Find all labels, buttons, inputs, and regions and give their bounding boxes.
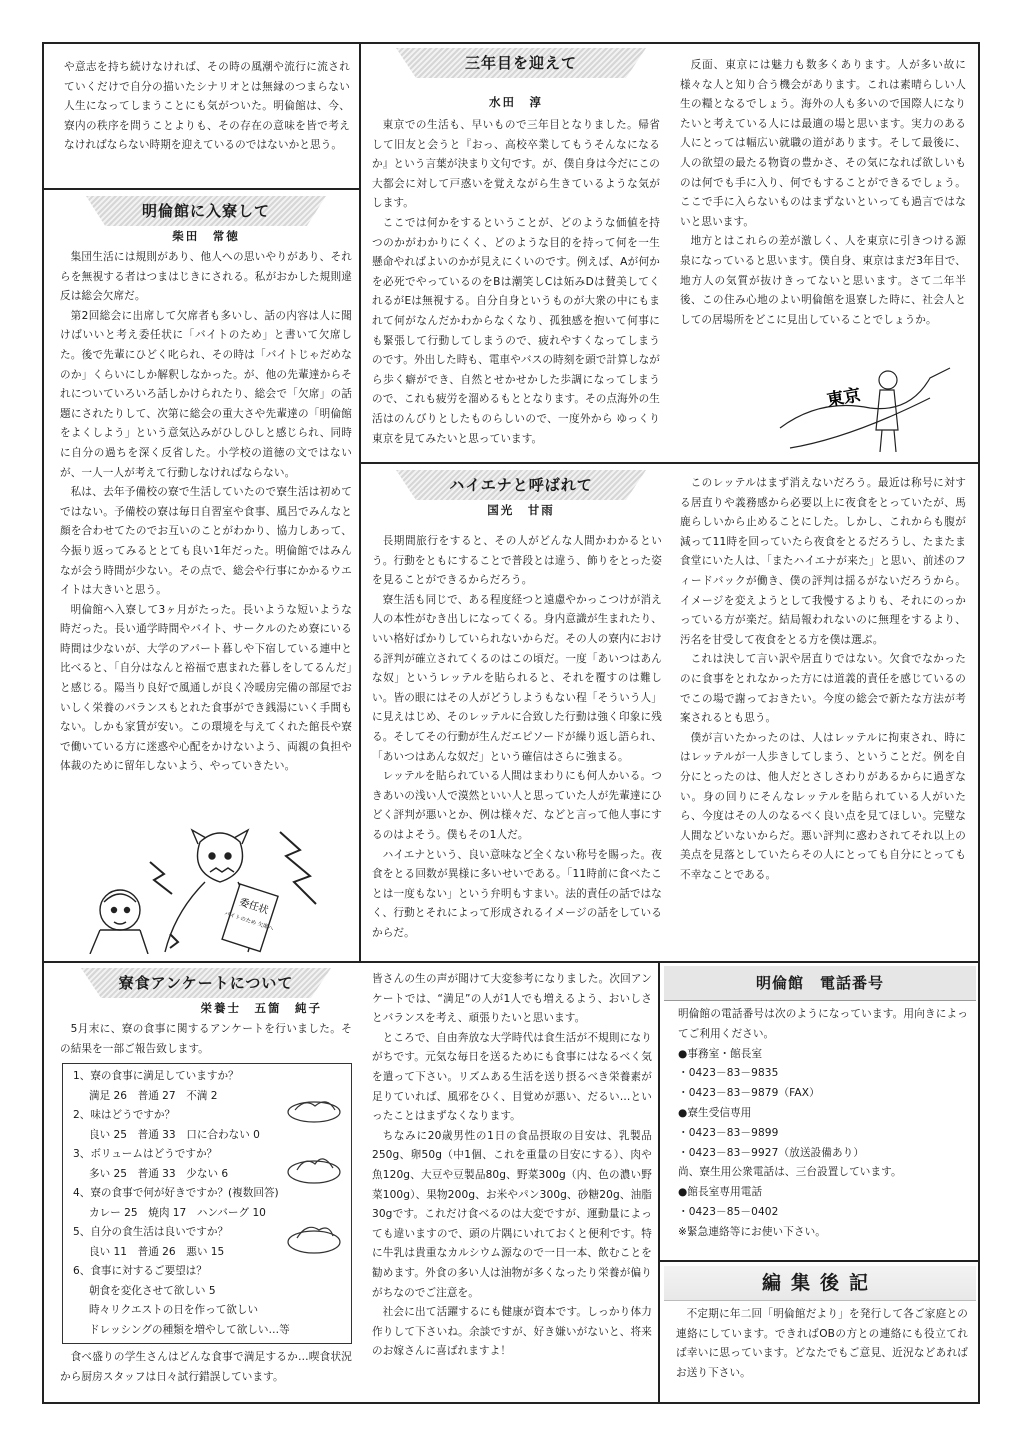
- divider: [359, 42, 361, 189]
- article-title: 三年目を迎えて: [464, 54, 577, 72]
- phone-title: 明倫館 電話番号: [664, 966, 976, 1001]
- survey-answer: 朝食を変化させて欲しい 5: [89, 1284, 216, 1297]
- paragraph: ちなみに20歳男性の1日の食品摂取の目安は、乳製品250g、卵50g（中1個、これを重量の目安にする）、肉や魚120g、大豆や豆製品80g、野菜300g（内、色の濃い野菜100g）、果物200g、お米やパン300g、砂糖20g、油脂30gです。これだけ食べるのは大変ですが、運動量によっても違いますので、頭の片隅にいれておくと便利です。特に牛乳は貴重なカルシウム源なので一日一本、飲むことを勧めます。外食の多い人は油物が多くなったり栄養が偏りがちなのでご注意を。: [372, 1129, 652, 1299]
- paragraph: このレッテルはまず消えないだろう。最近は称号に対する居直りや義務感から必要以上に夜食をとっていたが、馬鹿らしいから止めることにした。しかし、これからも腹が減って11時を回っていたら夜食をとるだろうし、たまたま食堂にいた人は、「またハイエナが来た」と思い、前述のフィードバックが働き、僕の評判は揺るがないだろうから。イメージを変えようとして我慢するよりも、それにのっかっている方が楽だ。結局報われないのに無理をするより、汚名を甘受して夜食をとる方を僕は選ぶ。: [680, 477, 966, 646]
- article-hyena-header: [366, 470, 676, 530]
- article-author: 水田 淳: [489, 95, 543, 109]
- phone-note: ※緊急連絡等にお使い下さい。: [678, 1225, 826, 1238]
- survey-answer: ドレッシングの種類を増やして欲しい…等: [89, 1323, 290, 1336]
- article-title: ハイエナと呼ばれて: [449, 476, 593, 494]
- editorial-text: 不定期に年二回「明倫館だより」を発行して各ご家庭との連絡にしています。できればOBの方との連絡にも役立てれば幸いに思っています。どなたでもご意見、近況などあればお送り下さい。: [676, 1308, 968, 1379]
- survey-answer: 満足 26 普通 27 不満 2: [89, 1089, 218, 1102]
- phone-group-heading: ●事務室・館長室: [678, 1047, 763, 1060]
- phone-number: ・0423－83－9927（放送設備あり）: [678, 1146, 865, 1159]
- article-author: 柴田 常徳: [172, 229, 240, 243]
- cartoon-sign-text: 委任状: [237, 896, 270, 917]
- survey-box: [62, 1063, 352, 1344]
- article-author: 国光 甘雨: [487, 503, 555, 517]
- survey-question: 3、ボリュームはどうですか？: [73, 1148, 218, 1161]
- article-sannenme-col1: [372, 116, 660, 458]
- paragraph: 地方とはこれらの差が激しく、人を東京に引きつける源泉になっていると思います。僕自身、東京はまだ3年目で、地方人の気質が抜けきってないと思います。さて二年半後、この住み心地のよい明倫館を退寮した時に、社会人としての居場所をどこに見出していることでしょうか。: [680, 235, 966, 326]
- paragraph: ところで、自由奔放な大学時代は食生活が不規則になりがちです。元気な毎日を送るためにも食事にはなるべく気を遣って下さい。リズムある生活を送り摂るべき栄養素が足りていれば、風邪をひく、目覚めが悪い、だるい…といったことはまずなくなります。: [372, 1031, 652, 1123]
- survey-question: 6、食事に対するご要望は？: [73, 1265, 207, 1278]
- phone-number: ・0423－83－9899: [678, 1126, 779, 1139]
- tokyo-label: 東京: [825, 385, 863, 411]
- paragraph: 食べ盛りの学生さんはどんな食事で満足するか…喫食状況から厨房スタッフは日々試行錯誤しています。: [60, 1351, 352, 1383]
- divider: [658, 961, 660, 1404]
- divider: [359, 462, 980, 464]
- paragraph: ハイエナという、良い意味など全くない称号を賜った。夜食をとる回数が異様に多いせいである。「11時前に食べたことは一度もない」という弁明もすまい。法的責任の話ではなく、行動とそれによって形成されるイメージの話をしているからだ。: [372, 848, 662, 939]
- cartoon-illustration: [70, 822, 340, 954]
- paragraph: 明倫館へ入寮して3ヶ月がたった。長いような短いような時だった。長い通学時間やバイト、サークルのため寮にいる時間は少ないが、大学のアパート暮しや下宿している連中と比べると、「自分はなんと裕福で恵まれた暮しをしてるんだ」と感じる。陽当り良好で風通しが良く冷暖房完備の部屋でおいしく栄養のバランスもとれた食事ができ銭湯にいく手間もない。しかも家賃が安い。この環境を与えてくれた館長や寮で働いている方に迷惑や心配をかけないよう、両親の負担や体裁のために留年しないよう、やっていきたい。: [60, 603, 352, 773]
- article-survey: [60, 968, 352, 1398]
- article-hyena-col1: [372, 532, 662, 956]
- survey-answer: 多い 25 普通 33 少ない 6: [89, 1167, 229, 1180]
- paragraph: ここでは何かをするということが、どのような価値を持つのかがわかりにくく、どのような目的を持って何を一生懸命やればよいのかが見えにくいのです。例えば、Aが何かを必死でやっているのをBは潮笑しCは妬みDは賛美してくれるがEは無視する。自分自身というものが大衆の中にもまれて何がなんだかわからなくなり、孤独感を抱いて何事にも緊張して行動してしまうので、疲れやすくなってしまうのです。外出した時も、電車やバスの時刻を頭で計算しながら歩く癖ができ、自然とせかせかした歩調になってしまうので、これも疲労を溜めるもととなります。その点海外の生活はのんびりとしたものらしいので、一度外から ゆっくり東京を見てみたいと思っています。: [372, 216, 660, 445]
- survey-answer: 良い 11 普通 26 悪い 15: [89, 1245, 225, 1258]
- phone-intro: 明倫館の電話番号は次のようになっています。用向きによってご利用ください。: [678, 1008, 968, 1040]
- survey-question: 2、味はどうですか？: [73, 1109, 176, 1122]
- paragraph: 寮生活も同じで、ある程度経つと遠慮やかっこつけが消え人の本性がむき出しになってくる。身内意識が生まれたり、いい格好ばかりしていられないからだ。その人の寮内における評判が確立されてくるのはこの頃だ。一度「あいつはあんな奴」というレッテルを貼られると、それを覆すのは難しい。皆の眼にはその人がどうしようもない程「そういう人」に見えはじめ、そのレッテルに合致した行動は強く印象に残る。そしてその行動が生んだエピソードが繰り返し語られ、「あいつはあんな奴だ」という確信はさらに強まる。: [372, 593, 662, 763]
- paragraph: レッテルを貼られている人間はまわりにも何人かいる。つきあいの浅い人で漠然といい人と思っていた人が先輩達にひどく評判が悪いとか、例は様々だ、などと言って他人事にするのはよそう。僕もその1人だ。: [372, 770, 662, 841]
- phone-box: [664, 966, 976, 1256]
- article-survey-col2: [372, 970, 652, 1398]
- article-title: 明倫館に入寮して: [141, 202, 270, 220]
- article-title-banner: [81, 968, 331, 998]
- article-title-banner: [396, 48, 646, 78]
- divider: [658, 1260, 980, 1262]
- intro-end: [64, 58, 350, 183]
- paragraph: 反面、東京には魅力も数多くあります。人が多い故に様々な人と知り合う機会があります。これは素晴らしい人生の糧となるでしょう。海外の人も多いので国際人になりたいと考えている人には最適の場と思います。実力のある人にとっては幅広い就職の道があります。そして最後に、人の欲望の最たる物資の豊かさ、その気になれば欲しいものは何でも手に入り、何でもすることができるでしょう。ここで手に入らないものはまずないといっても過言ではないと思います。: [680, 59, 966, 228]
- phone-number: ・0423－85－0402: [678, 1205, 779, 1218]
- divider: [359, 188, 361, 962]
- survey-question: 5、自分の食生活は良いですか？: [73, 1226, 229, 1239]
- paragraph: これは決して言い訳や居直りではない。欠食でなかったのに食事をとれなかった方には道義的責任を感じているのでこの場で謝っておきたい。今度の総会で新たな方法が考案されるとも思う。: [680, 653, 966, 725]
- article-author: 栄養士 五箇 純子: [200, 1001, 322, 1015]
- survey-question: 1、寮の食事に満足していますか？: [73, 1070, 239, 1083]
- survey-answer: カレー 25 焼肉 17 ハンバーグ 10: [89, 1206, 266, 1219]
- phone-group-heading: ●館長室専用電話: [678, 1186, 763, 1199]
- divider: [42, 961, 980, 963]
- phone-group-heading: ●寮生受信専用: [678, 1106, 752, 1119]
- paragraph: 5月末に、寮の食事に関するアンケートを行いました。その結果を一部ご報告致します。: [60, 1023, 352, 1055]
- food-illustrations: [285, 1082, 343, 1262]
- editorial-title: 編集後記: [664, 1266, 976, 1301]
- tokyo-illustration: [770, 358, 970, 458]
- survey-answer: 時々リクエストの日を作って欲しい: [89, 1304, 259, 1317]
- paragraph: 社会に出て活躍するにも健康が資本です。しっかり体力作りして下さいね。余談ですが、好き嫌いがないと、将来のお嫁さんに喜ばれますよ！: [372, 1306, 652, 1358]
- article-title-banner: [86, 196, 326, 226]
- paragraph: 僕が言いたかったのは、人はレッテルに拘束され、時にはレッテルが一人歩きしてしまう、ということだ。例を自分にとったのは、他人だとさしさわりがあるからに過ぎない。身の回りにそんなレッテルを貼られている人がいたら、今度はその人のなるべく良い点を見てほしい。完璧な人間などいないからだ。悪い評判に惑わされてそれ以上の美点を見落としていたらその人にとっても自分にとっても不幸なことである。: [680, 731, 966, 881]
- phone-number: ・0423－83－9835: [678, 1067, 779, 1080]
- intro-end-paragraph: や意志を持ち続けなければ、その時の風潮や流行に流されていくだけで自分の描いたシナリオとは無縁のつまらない人生になってしまうことにも気がついた。明倫館は、今、寮内の秩序を問うことよりも、その存在の意味を皆で考えなければならない時期を迎えているのではないかと思う。: [64, 61, 350, 152]
- cartoon-sign-subtext: バイトのため 欠席へ: [223, 910, 275, 933]
- paragraph: 皆さんの生の声が聞けて大変参考になりました。次回アンケートでは、“満足”の人が1人でも増えるよう、おいしさとバランスを考え、頑張りたいと思います。: [372, 973, 652, 1025]
- survey-question: 4、寮の食事で何が好きですか？(複数回答): [73, 1187, 279, 1200]
- article-author-box: [366, 94, 666, 114]
- paragraph: 私は、去年予備校の寮で生活していたので寮生活は初めてではない。予備校の寮は毎日自習室や食事、風呂でみんなと顔を合わせてたのでお互いのことがわかり、協力しあって、今振り返ってみるととても良い1年だった。明倫館ではみんなが会う時間が少ない。その点で、総会や行事にかかるウエイトは大きいと思う。: [60, 486, 352, 597]
- article-sannenme-col2: [680, 56, 966, 388]
- paragraph: 集団生活には規則があり、他人への思いやりがあり、それらを無視する者はつまはじきにされる。私がおかした規則違反は総会欠席だ。: [60, 251, 352, 303]
- article-title-banner: [396, 470, 646, 500]
- paragraph: 長期間旅行をすると、その人がどんな人間かわかるという。行動をともにすることで普段とは違う、飾りをとった姿を見ることができるからだろう。: [372, 535, 662, 587]
- article-title: 寮食アンケートについて: [118, 974, 294, 992]
- paragraph: 東京での生活も、早いもので三年目となりました。帰省して旧友と会うと『おっ、高校卒業してもうそんなになるか』という言葉が決まり文句です。が、僕自身は今だにこの大都会に対して戸惑いを覚えながら生きているような気がします。: [372, 119, 660, 210]
- article-hyena-col2: [680, 474, 966, 956]
- editorial-box: [664, 1266, 976, 1400]
- phone-number: ・0423－83－9879（FAX）: [678, 1087, 820, 1100]
- divider: [42, 188, 360, 190]
- paragraph: 第2回総会に出席して欠席者も多いし、話の内容は人に聞けばいいと考え委任状に「バイトのため」と書いて欠席した。後で先輩にひどく叱られ、その時は「バイトじゃだめなのか」くらいにしか解釈しなかった。が、他の先輩達からそれについていろいろ話しかけられたり、総会で「欠席」の話題にされたりして、次第に総会の重大さや先輩達の「明倫館をよくしよう」という意気込みがひしひしと感じられ、同時に自分の過ちを深く反省した。小学校の道徳の文ではないが、一人一人が考えて行動しなければならない。: [60, 309, 352, 479]
- phone-note: 尚、寮生用公衆電話は、三台設置しています。: [678, 1166, 902, 1179]
- survey-answer: 良い 25 普通 33 口に合わない 0: [89, 1128, 260, 1141]
